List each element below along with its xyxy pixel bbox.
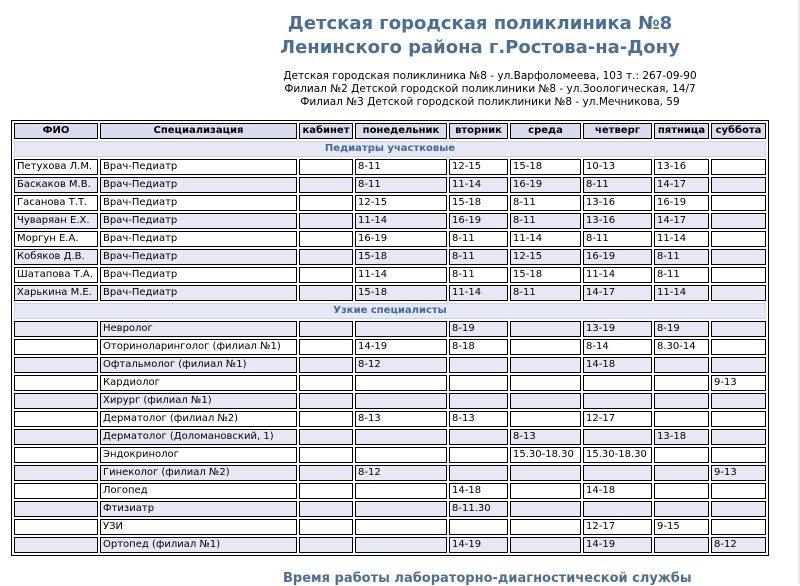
page-subtitle: Ленинского района г.Ростова-на-Дону: [280, 37, 680, 58]
cell-monday: 11-14: [355, 213, 447, 229]
cell-tuesday: 8-11: [449, 267, 508, 283]
cell-name: [14, 483, 98, 499]
cell-thursday: 16-19: [583, 249, 652, 265]
table-row: [14, 393, 766, 409]
cell-room: [299, 483, 353, 499]
cell-saturday: [711, 447, 766, 463]
cell-tuesday: [449, 447, 508, 463]
cell-name: [14, 375, 98, 391]
cell-name: [14, 501, 98, 517]
cell-room: [299, 375, 353, 391]
cell-room: [299, 267, 353, 283]
cell-monday: [355, 483, 447, 499]
cell-wednesday: 15.30-18.30: [510, 447, 581, 463]
cell-name: [14, 465, 98, 481]
section-pediatricians-label: Педиатры участковые: [14, 141, 766, 157]
cell-friday: 13-16: [654, 159, 709, 175]
cell-monday: 8-13: [355, 411, 447, 427]
table-row: [14, 357, 766, 373]
cell-monday: [355, 321, 447, 337]
cell-saturday: [711, 519, 766, 535]
cell-thursday: 14-17: [583, 285, 652, 301]
cell-saturday: 8-12: [711, 537, 766, 553]
column-header-friday: пятница: [654, 123, 709, 139]
table-row: [14, 375, 766, 391]
cell-thursday: 10-13: [583, 159, 652, 175]
table-row: [14, 249, 766, 265]
cell-saturday: [711, 267, 766, 283]
cell-monday: 8-12: [355, 357, 447, 373]
cell-tuesday: 8-13: [449, 411, 508, 427]
cell-friday: [654, 465, 709, 481]
cell-wednesday: 8-13: [510, 429, 581, 445]
cell-room: [299, 339, 353, 355]
cell-thursday: [583, 429, 652, 445]
cell-specialization: Врач-Педиатр: [100, 177, 297, 193]
cell-wednesday: 8-11: [510, 213, 581, 229]
table-row: [14, 429, 766, 445]
cell-tuesday: [449, 465, 508, 481]
cell-thursday: 8-14: [583, 339, 652, 355]
cell-friday: 16-19: [654, 195, 709, 211]
cell-saturday: [711, 159, 766, 175]
cell-thursday: 13-16: [583, 195, 652, 211]
section-specialists: [14, 303, 766, 319]
cell-saturday: [711, 321, 766, 337]
cell-thursday: [583, 465, 652, 481]
cell-name: Кобяков Д.В.: [14, 249, 98, 265]
page-title: Детская городская поликлиника №8: [287, 13, 673, 34]
cell-name: Петухова Л.М.: [14, 159, 98, 175]
cell-tuesday: 8-19: [449, 321, 508, 337]
column-header-tuesday: вторник: [449, 123, 508, 139]
cell-monday: 14-19: [355, 339, 447, 355]
cell-friday: [654, 447, 709, 463]
cell-specialization: Кардиолог: [100, 375, 297, 391]
cell-monday: 8-11: [355, 159, 447, 175]
cell-saturday: [711, 393, 766, 409]
cell-room: [299, 249, 353, 265]
cell-specialization: Хирург (филиал №1): [100, 393, 297, 409]
column-header-specialization: Специализация: [100, 123, 297, 139]
cell-name: Чуваряан Е.Х.: [14, 213, 98, 229]
cell-specialization: Невролог: [100, 321, 297, 337]
cell-name: [14, 447, 98, 463]
cell-wednesday: [510, 375, 581, 391]
cell-name: [14, 321, 98, 337]
cell-room: [299, 411, 353, 427]
cell-friday: 11-14: [654, 285, 709, 301]
cell-tuesday: 14-18: [449, 483, 508, 499]
cell-saturday: 9-13: [711, 465, 766, 481]
cell-tuesday: 12-15: [449, 159, 508, 175]
cell-thursday: 8-11: [583, 231, 652, 247]
cell-friday: [654, 375, 709, 391]
cell-wednesday: [510, 411, 581, 427]
section-specialists-label: Узкие специалисты: [14, 303, 766, 319]
table-row: [14, 411, 766, 427]
column-header-saturday: суббота: [711, 123, 766, 139]
cell-specialization: Дерматолог (филиал №2): [100, 411, 297, 427]
cell-friday: 14-17: [654, 213, 709, 229]
address-branch-2: Филиал №2 Детской городской поликлиники №8 - ул.Зоологическая, 14/7: [284, 83, 696, 95]
cell-thursday: 14-19: [583, 537, 652, 553]
cell-wednesday: 8-11: [510, 285, 581, 301]
cell-monday: [355, 447, 447, 463]
cell-specialization: Логопед: [100, 483, 297, 499]
cell-tuesday: 15-18: [449, 195, 508, 211]
cell-specialization: Эндокринолог: [100, 447, 297, 463]
cell-tuesday: 8-11: [449, 249, 508, 265]
cell-tuesday: 8-11.30: [449, 501, 508, 517]
cell-specialization: Врач-Педиатр: [100, 231, 297, 247]
cell-name: [14, 519, 98, 535]
cell-saturday: [711, 213, 766, 229]
cell-room: [299, 285, 353, 301]
cell-friday: [654, 393, 709, 409]
table-row: [14, 519, 766, 535]
cell-room: [299, 195, 353, 211]
table-row: [14, 177, 766, 193]
cell-friday: 8-11: [654, 249, 709, 265]
cell-friday: [654, 357, 709, 373]
cell-monday: [355, 519, 447, 535]
cell-specialization: Оториноларинголог (филиал №1): [100, 339, 297, 355]
cell-friday: [654, 483, 709, 499]
cell-saturday: [711, 411, 766, 427]
cell-wednesday: 12-15: [510, 249, 581, 265]
cell-tuesday: [449, 429, 508, 445]
cell-saturday: [711, 357, 766, 373]
cell-monday: [355, 375, 447, 391]
table-row: [14, 159, 766, 175]
cell-tuesday: 8-11: [449, 231, 508, 247]
cell-name: Гасанова Т.Т.: [14, 195, 98, 211]
cell-thursday: [583, 375, 652, 391]
cell-monday: 16-19: [355, 231, 447, 247]
table-row: [14, 339, 766, 355]
cell-room: [299, 537, 353, 553]
cell-thursday: 14-18: [583, 483, 652, 499]
cell-saturday: 9-13: [711, 375, 766, 391]
cell-name: Шатапова Т.А.: [14, 267, 98, 283]
cell-name: [14, 411, 98, 427]
cell-thursday: 14-18: [583, 357, 652, 373]
cell-saturday: [711, 195, 766, 211]
cell-room: [299, 465, 353, 481]
cell-name: [14, 393, 98, 409]
table-header-row: [14, 123, 766, 139]
table-row: [14, 285, 766, 301]
cell-wednesday: 8-11: [510, 195, 581, 211]
cell-monday: 12-15: [355, 195, 447, 211]
cell-thursday: 13-16: [583, 213, 652, 229]
cell-room: [299, 519, 353, 535]
cell-room: [299, 501, 353, 517]
cell-specialization: Врач-Педиатр: [100, 159, 297, 175]
cell-friday: 8.30-14: [654, 339, 709, 355]
cell-specialization: Дерматолог (Доломановский, 1): [100, 429, 297, 445]
cell-wednesday: 11-14: [510, 231, 581, 247]
cell-thursday: 12-17: [583, 519, 652, 535]
cell-friday: 11-14: [654, 231, 709, 247]
cell-name: [14, 357, 98, 373]
table-row: [14, 267, 766, 283]
cell-room: [299, 447, 353, 463]
cell-specialization: Ортопед (филиал №1): [100, 537, 297, 553]
cell-thursday: 11-14: [583, 267, 652, 283]
table-row: [14, 195, 766, 211]
cell-friday: 13-18: [654, 429, 709, 445]
cell-saturday: [711, 177, 766, 193]
cell-tuesday: [449, 393, 508, 409]
cell-wednesday: [510, 501, 581, 517]
table-row: [14, 447, 766, 463]
cell-wednesday: [510, 321, 581, 337]
cell-name: [14, 339, 98, 355]
cell-tuesday: 16-19: [449, 213, 508, 229]
table-row: [14, 501, 766, 517]
cell-tuesday: 14-19: [449, 537, 508, 553]
cell-wednesday: 16-19: [510, 177, 581, 193]
column-header-monday: понедельник: [355, 123, 447, 139]
cell-tuesday: [449, 375, 508, 391]
cell-friday: 14-17: [654, 177, 709, 193]
cell-room: [299, 429, 353, 445]
cell-monday: [355, 537, 447, 553]
cell-saturday: [711, 501, 766, 517]
column-header-thursday: четверг: [583, 123, 652, 139]
cell-wednesday: [510, 519, 581, 535]
cell-saturday: [711, 339, 766, 355]
cell-wednesday: 15-18: [510, 267, 581, 283]
cell-specialization: Врач-Педиатр: [100, 267, 297, 283]
cell-specialization: Врач-Педиатр: [100, 195, 297, 211]
cell-wednesday: [510, 537, 581, 553]
cell-monday: 15-18: [355, 249, 447, 265]
cell-monday: [355, 393, 447, 409]
table-row: [14, 321, 766, 337]
cell-name: Харькина М.Е.: [14, 285, 98, 301]
cell-thursday: 12-17: [583, 411, 652, 427]
cell-friday: 8-19: [654, 321, 709, 337]
table-row: [14, 213, 766, 229]
cell-room: [299, 213, 353, 229]
cell-thursday: 8-11: [583, 177, 652, 193]
cell-friday: 9-15: [654, 519, 709, 535]
cell-name: Моргун Е.А.: [14, 231, 98, 247]
cell-room: [299, 159, 353, 175]
section-pediatricians: [14, 141, 766, 157]
cell-specialization: Врач-Педиатр: [100, 285, 297, 301]
cell-saturday: [711, 231, 766, 247]
cell-monday: 8-11: [355, 177, 447, 193]
column-header-room: кабинет: [299, 123, 353, 139]
cell-saturday: [711, 483, 766, 499]
table-row: [14, 537, 766, 553]
cell-specialization: Офтальмолог (филиал №1): [100, 357, 297, 373]
cell-wednesday: [510, 339, 581, 355]
cell-tuesday: [449, 519, 508, 535]
cell-tuesday: 11-14: [449, 285, 508, 301]
cell-friday: [654, 411, 709, 427]
address-branch-3: Филиал №3 Детской городской поликлиники №8 - ул.Мечникова, 59: [300, 96, 680, 108]
cell-thursday: [583, 393, 652, 409]
cell-saturday: [711, 249, 766, 265]
cell-monday: 11-14: [355, 267, 447, 283]
cell-room: [299, 357, 353, 373]
cell-specialization: Врач-Педиатр: [100, 213, 297, 229]
cell-monday: 15-18: [355, 285, 447, 301]
cell-specialization: УЗИ: [100, 519, 297, 535]
cell-tuesday: 8-18: [449, 339, 508, 355]
cell-friday: 8-11: [654, 267, 709, 283]
cell-thursday: [583, 501, 652, 517]
cell-tuesday: 11-14: [449, 177, 508, 193]
cell-wednesday: 15-18: [510, 159, 581, 175]
cell-room: [299, 321, 353, 337]
cell-tuesday: [449, 357, 508, 373]
column-header-name: ФИО: [14, 123, 98, 139]
cell-specialization: Врач-Педиатр: [100, 249, 297, 265]
cell-specialization: Гинеколог (филиал №2): [100, 465, 297, 481]
cell-friday: [654, 537, 709, 553]
table-row: [14, 231, 766, 247]
cell-thursday: 15.30-18.30: [583, 447, 652, 463]
cell-room: [299, 177, 353, 193]
address-main: Детская городская поликлиника №8 - ул.Варфоломеева, 103 т.: 267-09-90: [283, 70, 697, 82]
cell-wednesday: [510, 357, 581, 373]
cell-monday: [355, 501, 447, 517]
cell-name: Баскаков М.В.: [14, 177, 98, 193]
lab-service-heading: Время работы лабораторно-диагностической службы: [283, 571, 692, 586]
cell-room: [299, 393, 353, 409]
cell-wednesday: [510, 465, 581, 481]
cell-saturday: [711, 429, 766, 445]
cell-monday: 8-12: [355, 465, 447, 481]
schedule-table: [11, 120, 769, 556]
cell-wednesday: [510, 393, 581, 409]
table-row: [14, 483, 766, 499]
column-header-wednesday: среда: [510, 123, 581, 139]
cell-wednesday: [510, 483, 581, 499]
cell-monday: [355, 429, 447, 445]
table-row: [14, 465, 766, 481]
cell-thursday: 13-19: [583, 321, 652, 337]
cell-specialization: Фтизиатр: [100, 501, 297, 517]
cell-name: [14, 429, 98, 445]
cell-name: [14, 537, 98, 553]
cell-room: [299, 231, 353, 247]
cell-saturday: [711, 285, 766, 301]
cell-friday: [654, 501, 709, 517]
